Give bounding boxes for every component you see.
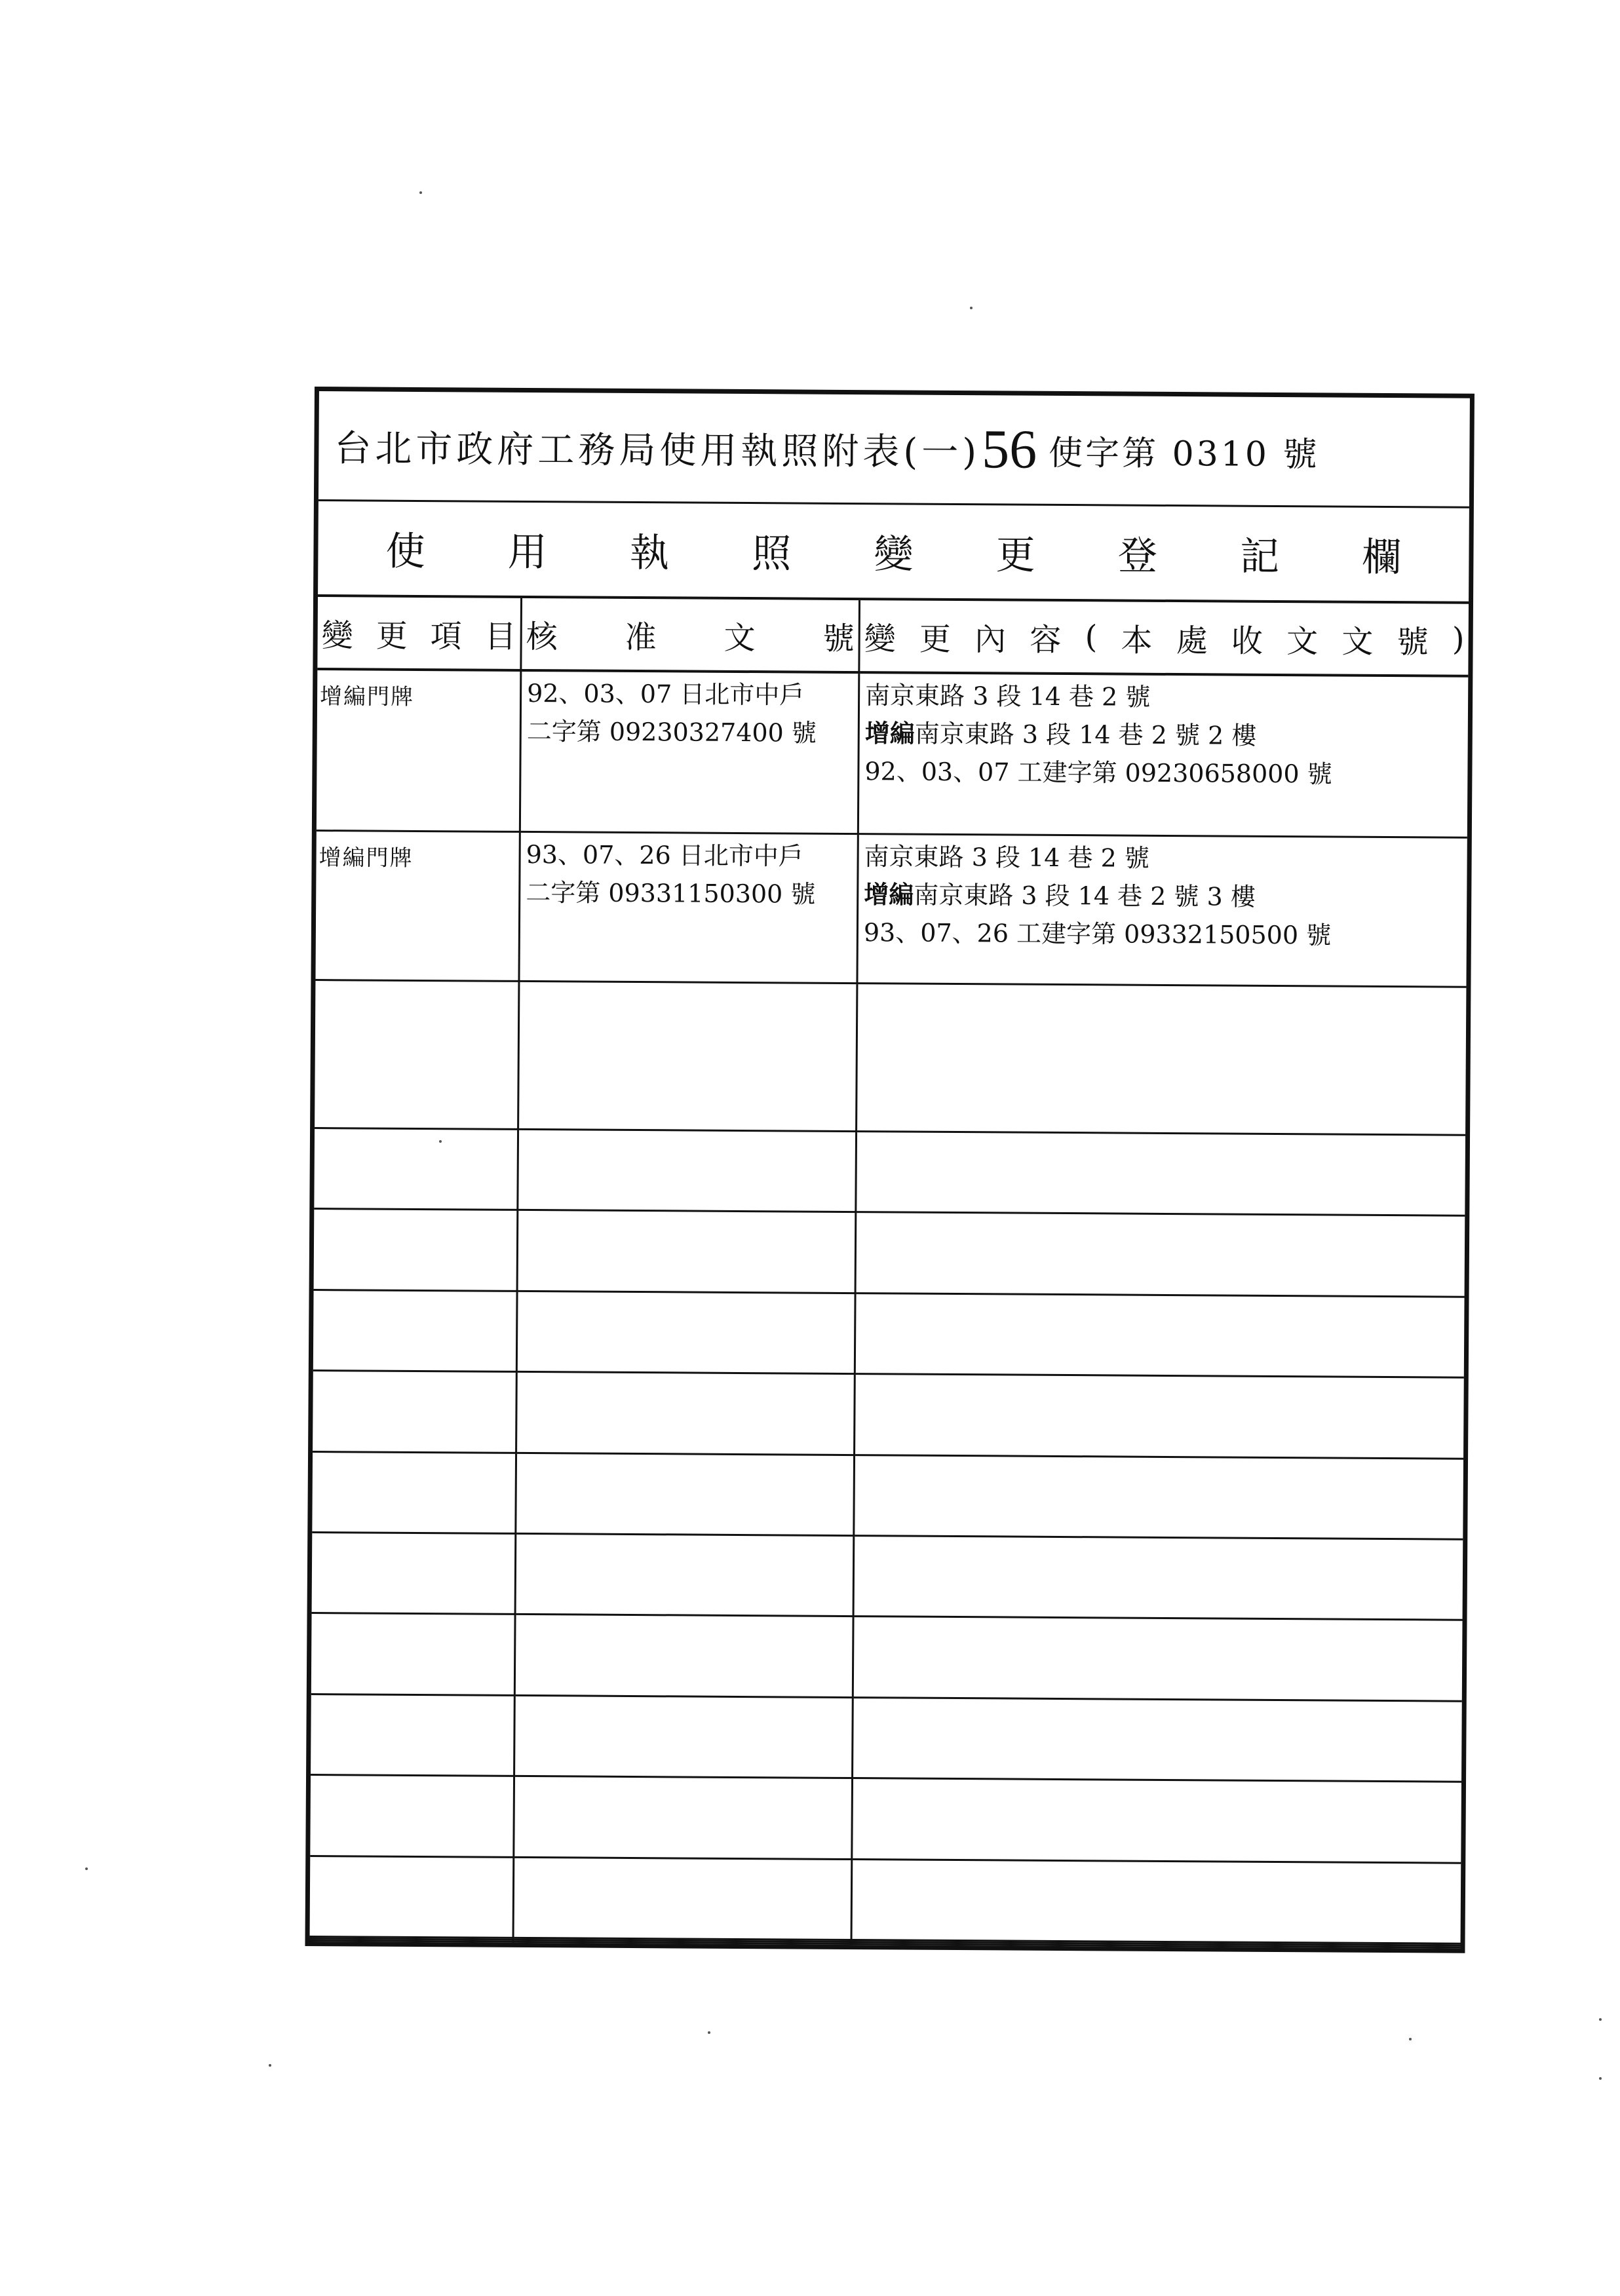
empty-cell [854, 1617, 1463, 1702]
header-char: 號 [822, 620, 855, 657]
scan-speck [85, 1867, 88, 1870]
header-char: 本 [1121, 622, 1153, 659]
content-line: 93、07、26 工建字第 09332150500 號 [863, 918, 1332, 950]
empty-cell [855, 1375, 1464, 1459]
empty-cell [857, 1213, 1465, 1297]
content-line: 南京東路 3 段 14 巷 2 號 [865, 681, 1151, 712]
entry-1-content [859, 674, 1468, 839]
header-char: 目 [484, 618, 516, 655]
empty-cell [514, 1858, 853, 1942]
subtitle-char: 使 [385, 528, 425, 575]
empty-cell [310, 1857, 515, 1939]
empty-cell [857, 1132, 1465, 1217]
subtitle-char: 欄 [1362, 534, 1402, 581]
empty-cell [312, 1453, 517, 1535]
scan-speck [1409, 2038, 1412, 2040]
subtitle-char: 更 [995, 532, 1035, 579]
header-char: 項 [430, 617, 462, 655]
empty-cell [855, 1537, 1463, 1621]
header-char: 文 [1341, 623, 1374, 660]
empty-cell [516, 1454, 855, 1537]
scan-speck [970, 307, 973, 309]
empty-cell [313, 1291, 518, 1373]
header-char: 號 [1397, 623, 1429, 660]
approval-line: 93、07、26 日北市中戶 [526, 839, 803, 871]
empty-cell [311, 1614, 516, 1696]
form-subtitle [318, 501, 1469, 604]
empty-cell [853, 1779, 1461, 1864]
header-char: 文 [723, 619, 756, 657]
empty-cell [519, 982, 858, 1132]
empty-cell [518, 1292, 857, 1375]
subtitle-char: 記 [1239, 533, 1280, 580]
empty-cell [314, 1210, 519, 1292]
entry-1-change-item: 增編門牌 [317, 670, 522, 833]
header-char: 更 [376, 617, 408, 655]
header-char: 核 [526, 618, 558, 655]
empty-cell [853, 1860, 1461, 1945]
header-char: 變 [321, 617, 353, 654]
content-line [865, 714, 1463, 756]
header-char: 准 [625, 619, 657, 656]
title-number: 56 [981, 419, 1037, 480]
empty-cell [857, 984, 1466, 1136]
empty-cell [855, 1456, 1463, 1540]
header-char: 容 [1030, 621, 1062, 659]
header-change-item [317, 597, 522, 672]
content-text: 南京東路 3 段 14 巷 2 號 2 樓 [914, 719, 1257, 750]
header-char: 收 [1231, 622, 1263, 660]
empty-cell [313, 1371, 518, 1453]
empty-cell [315, 981, 520, 1130]
scan-speck [439, 1140, 442, 1143]
approval-line: 92、03、07 日北市中戶 [527, 678, 805, 710]
form-title [318, 391, 1470, 508]
empty-cell [517, 1373, 856, 1456]
subtitle-char: 照 [752, 531, 792, 577]
scan-speck [1599, 2018, 1602, 2021]
empty-cell [311, 1695, 516, 1777]
entry-2-change-item: 增編門牌 [315, 832, 520, 982]
subtitle-char: 執 [629, 529, 670, 577]
empty-cell [853, 1698, 1462, 1783]
header-char: ) [1452, 621, 1465, 658]
entry-2-content [858, 835, 1467, 988]
header-char: 文 [1286, 622, 1319, 660]
empty-cell [515, 1696, 854, 1780]
scan-speck [1599, 2077, 1602, 2080]
empty-cell [516, 1615, 855, 1698]
content-line: 92、03、07 工建字第 09230658000 號 [864, 757, 1332, 789]
header-char: 變 [864, 620, 896, 657]
empty-cell [312, 1533, 517, 1615]
title-text: 台北市政府工務局使用執照附表(一) [334, 427, 981, 474]
empty-cell [310, 1776, 515, 1858]
header-char: 內 [974, 621, 1007, 658]
subtitle-char: 用 [507, 529, 548, 576]
empty-cell [518, 1211, 857, 1294]
scan-speck [419, 191, 422, 194]
scan-speck [269, 2064, 271, 2067]
entry-1-approval [521, 672, 860, 835]
header-change-content [860, 600, 1469, 678]
content-text: 南京東路 3 段 14 巷 2 號 3 樓 [914, 880, 1256, 911]
empty-cell [314, 1129, 519, 1211]
header-char: 更 [919, 621, 952, 658]
content-bold-label: 增編 [864, 880, 914, 909]
header-char: ( [1085, 619, 1098, 656]
header-approval-number [522, 598, 860, 674]
approval-line: 二字第 09331150300 號 [526, 877, 816, 909]
content-bold-label: 增編 [864, 719, 915, 748]
content-line [864, 875, 1461, 917]
empty-cell [856, 1294, 1465, 1379]
content-line: 南京東路 3 段 14 巷 2 號 [864, 842, 1149, 873]
empty-cell [518, 1130, 857, 1214]
empty-cell [514, 1777, 853, 1860]
license-number: 使字第 0310 號 [1048, 433, 1320, 475]
entry-2-approval [520, 833, 858, 984]
scan-speck [708, 2031, 710, 2034]
approval-line: 二字第 09230327400 號 [526, 716, 817, 748]
change-record-table [310, 597, 1469, 1949]
usage-license-change-form [305, 387, 1475, 1953]
empty-cell [310, 1940, 514, 1943]
subtitle-char: 登 [1117, 533, 1158, 579]
header-char: 處 [1176, 622, 1208, 659]
empty-cell [516, 1535, 855, 1618]
subtitle-char: 變 [874, 531, 914, 578]
